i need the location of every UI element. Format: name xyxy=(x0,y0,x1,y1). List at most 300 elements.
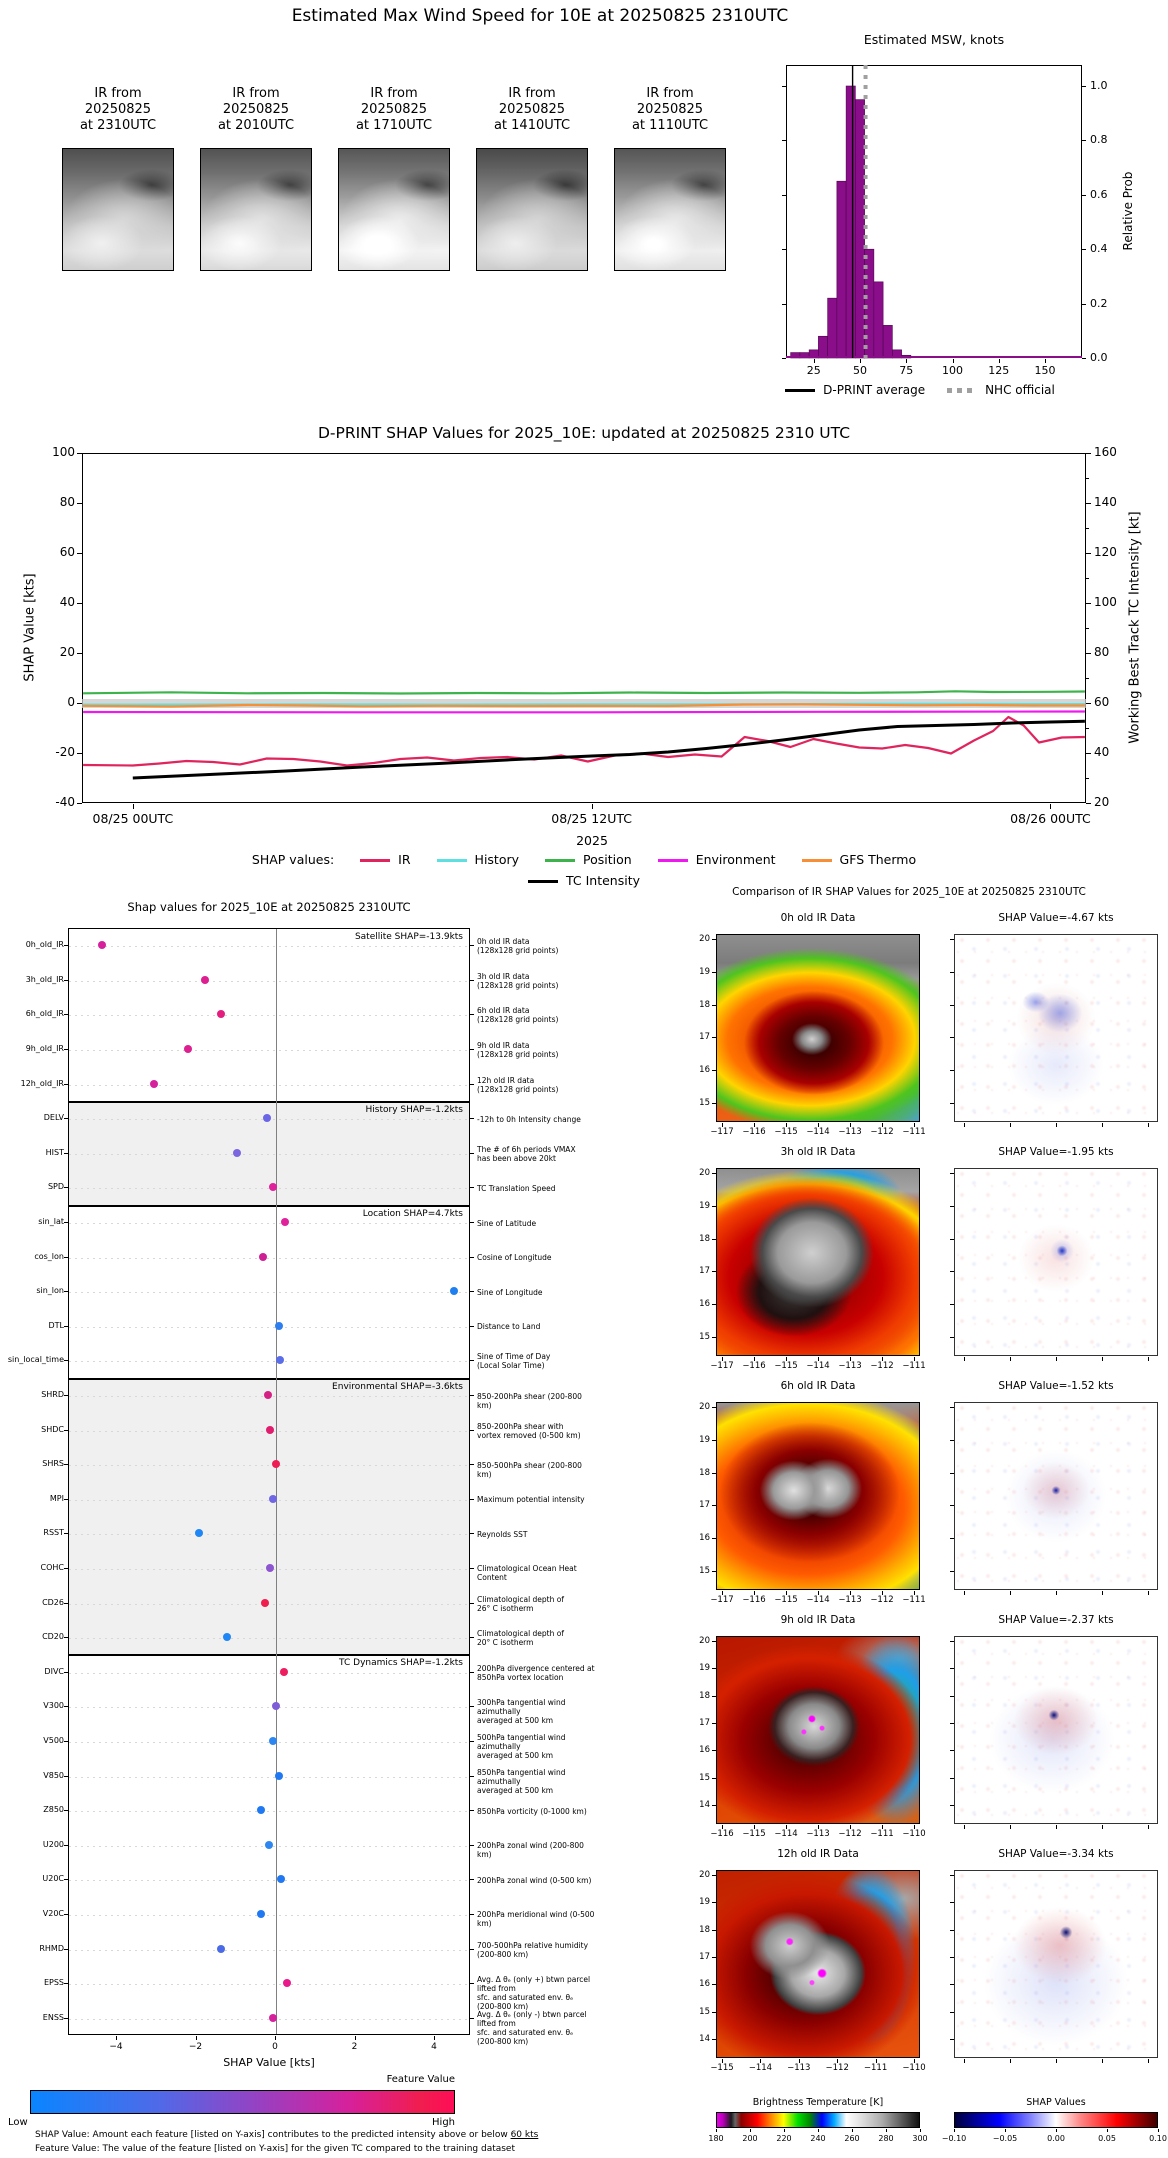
feature-row-label: U200 xyxy=(42,1839,64,1849)
axis-tick xyxy=(470,1914,474,1915)
axis-tick xyxy=(712,1473,716,1474)
longitude-tick-label: −112 xyxy=(838,1829,862,1839)
axis-tick xyxy=(950,972,954,973)
line-swatch-icon xyxy=(802,859,832,862)
axis-tick xyxy=(1082,304,1086,305)
timeseries-ylabel-right: Working Best Track TC Intensity [kt] xyxy=(1127,511,1143,744)
longitude-tick-label: −112 xyxy=(870,1361,894,1371)
feature-dot xyxy=(281,1218,289,1226)
row-gridline xyxy=(69,1534,469,1535)
row-gridline xyxy=(69,1777,469,1778)
dotplot-xtick-label: 2 xyxy=(351,2042,358,2052)
feature-value-high-label: High xyxy=(432,2117,455,2128)
axis-tick xyxy=(1010,1357,1011,1361)
axis-tick xyxy=(470,1291,474,1292)
ir-thumbnail-caption: IR from 20250825 at 2310UTC xyxy=(79,86,157,133)
axis-tick xyxy=(64,1153,68,1154)
group-annotation: Location SHAP=4.7kts xyxy=(362,1208,463,1219)
latitude-tick-label: 15 xyxy=(699,1098,710,1108)
axis-tick xyxy=(953,359,954,363)
row-gridline xyxy=(69,1673,469,1674)
axis-tick xyxy=(470,1153,474,1154)
ir-thumbnail-image xyxy=(338,148,450,271)
ir-data-image xyxy=(716,1168,920,1356)
longitude-tick-label: −110 xyxy=(902,2063,926,2073)
feature-description: Climatological depth of 20° C isotherm xyxy=(477,1629,564,1648)
feature-dot xyxy=(265,1841,273,1849)
axis-tick xyxy=(133,804,134,809)
axis-tick xyxy=(64,1741,68,1742)
longitude-tick-label: −117 xyxy=(710,1127,734,1137)
axis-tick xyxy=(64,1084,68,1085)
feature-dot xyxy=(150,1080,158,1088)
group-annotation: Environmental SHAP=-3.6kts xyxy=(332,1381,463,1392)
axis-tick xyxy=(470,1706,474,1707)
axis-tick xyxy=(950,1902,954,1903)
shap-colorbar-tick-label: 0.10 xyxy=(1149,2134,1167,2143)
ir-data-image xyxy=(716,934,920,1122)
feature-value-low-label: Low xyxy=(8,2117,28,2128)
bt-colorbar-title: Brightness Temperature [K] xyxy=(752,2097,884,2108)
ir-thumbnail-caption: IR from 20250825 at 1710UTC xyxy=(355,86,433,133)
axis-tick xyxy=(1086,453,1091,454)
feature-value-colorbar-title: Feature Value xyxy=(386,2074,455,2085)
axis-tick xyxy=(712,1070,716,1071)
feature-description: 850-200hPa shear with vortex removed (0-500 km) xyxy=(477,1421,581,1440)
feature-row-label: DIVC xyxy=(44,1666,64,1676)
msw-histogram-axes xyxy=(786,65,1082,358)
axis-tick xyxy=(77,603,82,604)
latitude-tick-label: 16 xyxy=(699,1299,710,1310)
latitude-tick-label: 17 xyxy=(699,1032,710,1043)
row-gridline xyxy=(69,1361,469,1362)
axis-tick xyxy=(1086,603,1091,604)
axis-tick xyxy=(712,1902,716,1903)
timeseries-ytick-right: 80 xyxy=(1094,645,1110,659)
feature-description: 850hPa vorticity (0-1000 km) xyxy=(477,1806,587,1816)
axis-tick xyxy=(782,304,786,305)
latitude-tick-label: 17 xyxy=(699,1718,710,1728)
axis-tick xyxy=(470,945,474,946)
axis-tick xyxy=(950,1750,954,1751)
axis-tick xyxy=(1102,1825,1103,1829)
axis-tick xyxy=(77,453,82,454)
axis-tick xyxy=(470,980,474,981)
axis-tick xyxy=(950,1505,954,1506)
longitude-tick-label: −114 xyxy=(806,1127,830,1137)
bt-colorbar-tick-label: 240 xyxy=(810,2134,826,2143)
axis-tick xyxy=(712,1875,716,1876)
axis-tick xyxy=(64,1360,68,1361)
timeseries-legend-item: TC Intensity xyxy=(528,873,640,888)
feature-row-label: CD20 xyxy=(42,1632,64,1642)
feature-description: Sine of Time of Day (Local Solar Time) xyxy=(477,1352,551,1371)
longitude-tick-label: −116 xyxy=(742,1361,766,1371)
shap-colorbar-title: SHAP Values xyxy=(1026,2097,1086,2108)
ir-thumbnail-image xyxy=(200,148,312,271)
longitude-tick-label: −111 xyxy=(902,1595,926,1605)
dotplot-xtick-label: 0 xyxy=(272,2042,278,2052)
axis-tick xyxy=(77,553,82,554)
feature-row-label: sin_lon xyxy=(36,1286,64,1296)
axis-tick xyxy=(712,972,716,973)
axis-tick xyxy=(470,1741,474,1742)
axis-tick xyxy=(64,980,68,981)
axis-tick xyxy=(64,1430,68,1431)
axis-tick xyxy=(470,1533,474,1534)
latitude-tick-label: 18 xyxy=(699,1467,710,1478)
timeseries-ylabel-left: SHAP Value [kts] xyxy=(22,573,38,682)
timeseries-ytick-left: 100 xyxy=(52,445,75,459)
axis-tick xyxy=(712,1337,716,1338)
axis-tick xyxy=(64,1672,68,1673)
axis-tick xyxy=(470,1257,474,1258)
axis-tick xyxy=(64,945,68,946)
axis-tick xyxy=(712,1173,716,1174)
histogram-xtick-label: 125 xyxy=(988,364,1010,377)
axis-tick xyxy=(950,1805,954,1806)
timeseries-ytick-right: 20 xyxy=(1094,795,1110,809)
axis-tick xyxy=(750,2129,751,2132)
latitude-tick-label: 19 xyxy=(699,1434,710,1445)
line-swatch-icon xyxy=(545,859,575,862)
axis-tick xyxy=(950,1206,954,1207)
feature-row-label: 3h_old_IR xyxy=(25,974,64,984)
feature-description: 700-500hPa relative humidity (200-800 km) xyxy=(477,1940,589,1959)
histogram-ytick-label: 0.4 xyxy=(1090,242,1108,256)
latitude-tick-label: 17 xyxy=(699,1952,710,1962)
row-gridline xyxy=(69,1915,469,1916)
timeseries-legend-item: Position xyxy=(545,852,632,867)
timeseries-title: D-PRINT SHAP Values for 2025_10E: updated at 20250825 2310 UTC xyxy=(317,424,851,442)
shap-map-image xyxy=(954,1870,1158,2058)
axis-tick xyxy=(964,2059,965,2063)
longitude-tick-label: −110 xyxy=(902,1829,926,1839)
axis-tick xyxy=(470,2018,474,2019)
ir-thumbnail-caption: IR from 20250825 at 1110UTC xyxy=(631,86,709,133)
timeseries-ytick-right: 140 xyxy=(1094,495,1117,509)
axis-tick xyxy=(1148,1591,1149,1595)
histogram-ylabel: Relative Prob xyxy=(1121,171,1135,251)
axis-tick xyxy=(470,1499,474,1500)
group-annotation: History SHAP=-1.2kts xyxy=(365,1104,463,1115)
feature-row-label: RHMD xyxy=(39,1943,64,1953)
feature-description: 9h old IR data (128x128 grid points) xyxy=(477,1041,559,1060)
latitude-tick-label: 20 xyxy=(699,1402,710,1412)
axis-tick xyxy=(950,1304,954,1305)
dotplot-xlabel: SHAP Value [kts] xyxy=(223,2056,315,2069)
row-gridline xyxy=(69,1638,469,1639)
ir-data-image xyxy=(716,1636,920,1824)
axis-tick xyxy=(1086,728,1089,729)
longitude-tick-label: −113 xyxy=(838,1127,862,1137)
feature-row-label: DELV xyxy=(43,1113,64,1123)
axis-tick xyxy=(712,1239,716,1240)
shap-map-image xyxy=(954,1636,1158,1824)
feature-dot xyxy=(269,2014,277,2022)
comparison-title: Comparison of IR SHAP Values for 2025_10E at 20250825 2310UTC xyxy=(732,886,1086,898)
axis-tick xyxy=(1056,1123,1057,1127)
axis-tick xyxy=(712,1641,716,1642)
axis-tick xyxy=(1086,703,1091,704)
axis-tick xyxy=(712,1778,716,1779)
feature-value-colorbar xyxy=(30,2090,455,2114)
axis-tick xyxy=(64,1257,68,1258)
feature-dot xyxy=(269,1495,277,1503)
histogram-ytick-label: 0.8 xyxy=(1090,133,1108,147)
axis-tick xyxy=(64,1845,68,1846)
axis-tick xyxy=(64,1014,68,1015)
timeseries-legend-prefix: SHAP values: xyxy=(251,852,335,867)
longitude-tick-label: −111 xyxy=(902,1361,926,1371)
axis-tick xyxy=(1082,358,1086,359)
bt-colorbar-tick-label: 180 xyxy=(708,2134,724,2143)
longitude-tick-label: −115 xyxy=(774,1595,798,1605)
feature-description: 200hPa divergence centered at 850hPa vortex location xyxy=(477,1663,595,1682)
timeseries-legend-item: Environment xyxy=(658,852,776,867)
latitude-tick-label: 16 xyxy=(699,1533,710,1544)
histogram-title: Estimated MSW, knots xyxy=(863,32,1005,47)
axis-tick xyxy=(1086,553,1091,554)
latitude-tick-label: 17 xyxy=(699,1266,710,1277)
axis-tick xyxy=(1005,2129,1006,2132)
axis-tick xyxy=(712,1984,716,1985)
longitude-tick-label: −113 xyxy=(838,1595,862,1605)
row-gridline xyxy=(69,1154,469,1155)
axis-tick xyxy=(782,249,786,250)
feature-row-label: EPSS xyxy=(43,1978,64,1988)
axis-tick xyxy=(1086,803,1091,804)
longitude-tick-label: −111 xyxy=(902,1127,926,1137)
axis-tick xyxy=(77,703,82,704)
longitude-tick-label: −111 xyxy=(863,2063,888,2073)
axis-tick xyxy=(1086,528,1089,529)
axis-tick xyxy=(950,1473,954,1474)
axis-tick xyxy=(470,1845,474,1846)
axis-tick xyxy=(1056,2129,1057,2132)
axis-tick xyxy=(470,1603,474,1604)
longitude-tick-label: −113 xyxy=(838,1361,862,1371)
axis-tick xyxy=(470,1810,474,1811)
timeseries-xtick-label: 08/26 00UTC xyxy=(1010,811,1091,826)
feature-dot xyxy=(272,1460,280,1468)
axis-tick xyxy=(782,140,786,141)
axis-tick xyxy=(355,2036,356,2040)
feature-dot xyxy=(217,1945,225,1953)
axis-tick xyxy=(470,1983,474,1984)
axis-tick xyxy=(64,1810,68,1811)
axis-tick xyxy=(1148,1123,1149,1127)
longitude-tick-label: −114 xyxy=(774,1829,798,1839)
feature-description: 6h old IR data (128x128 grid points) xyxy=(477,1006,559,1025)
axis-tick xyxy=(712,2012,716,2013)
longitude-tick-label: −117 xyxy=(710,1361,734,1371)
axis-tick xyxy=(64,1914,68,1915)
longitude-tick-label: −114 xyxy=(806,1595,830,1605)
axis-tick xyxy=(1056,1357,1057,1361)
feature-description: 300hPa tangential wind azimuthally averaged at 500 km xyxy=(477,1698,566,1726)
line-swatch-icon xyxy=(360,859,390,862)
axis-tick xyxy=(712,1723,716,1724)
axis-tick xyxy=(950,1930,954,1931)
axis-tick xyxy=(712,1957,716,1958)
latitude-tick-label: 17 xyxy=(699,1500,710,1511)
axis-tick xyxy=(712,1930,716,1931)
axis-tick xyxy=(470,1014,474,1015)
feature-row-label: SHDC xyxy=(41,1424,64,1434)
axis-tick xyxy=(470,1672,474,1673)
axis-tick xyxy=(950,1407,954,1408)
latitude-tick-label: 16 xyxy=(699,1745,710,1756)
axis-tick xyxy=(470,1360,474,1361)
row-gridline xyxy=(69,1050,469,1051)
axis-tick xyxy=(1010,1123,1011,1127)
axis-tick xyxy=(920,2129,921,2132)
axis-tick xyxy=(712,1440,716,1441)
axis-tick xyxy=(712,1037,716,1038)
axis-tick xyxy=(1102,1357,1103,1361)
feature-row-label: sin_lat xyxy=(38,1217,64,1227)
row-gridline xyxy=(69,1292,469,1293)
axis-tick xyxy=(1082,86,1086,87)
axis-tick xyxy=(64,1706,68,1707)
latitude-tick-label: 19 xyxy=(699,1200,710,1211)
latitude-tick-label: 14 xyxy=(699,2034,710,2044)
axis-tick xyxy=(1082,140,1086,141)
axis-tick xyxy=(784,2129,785,2132)
axis-tick xyxy=(950,1173,954,1174)
histogram-legend-item: D-PRINT average xyxy=(785,383,925,397)
feature-row-label: RSST xyxy=(43,1528,64,1538)
axis-tick xyxy=(1148,2059,1149,2063)
axis-tick xyxy=(950,1037,954,1038)
latitude-tick-label: 19 xyxy=(699,1663,710,1674)
feature-description: 200hPa zonal wind (0-500 km) xyxy=(477,1875,592,1885)
axis-tick xyxy=(906,359,907,363)
ir-thumbnail-caption: IR from 20250825 at 1410UTC xyxy=(493,86,571,133)
axis-tick xyxy=(434,2036,435,2040)
axis-tick xyxy=(782,195,786,196)
axis-tick xyxy=(712,1805,716,1806)
axis-tick xyxy=(1050,804,1051,809)
group-annotation: TC Dynamics SHAP=-1.2kts xyxy=(339,1658,463,1669)
axis-tick xyxy=(64,1118,68,1119)
axis-tick xyxy=(64,1464,68,1465)
timeseries-ytick-right: 60 xyxy=(1094,695,1110,709)
axis-tick xyxy=(64,1395,68,1396)
axis-tick xyxy=(1102,1591,1103,1595)
group-boundary-line xyxy=(69,1205,469,1207)
bt-colorbar-tick-label: 280 xyxy=(878,2134,894,2143)
axis-tick xyxy=(64,1291,68,1292)
feature-description: TC Translation Speed xyxy=(477,1183,556,1193)
longitude-tick-label: −115 xyxy=(774,1127,798,1137)
axis-tick xyxy=(950,1668,954,1669)
axis-tick xyxy=(1010,2059,1011,2063)
axis-tick xyxy=(64,1049,68,1050)
feature-dot xyxy=(264,1391,272,1399)
axis-tick xyxy=(712,939,716,940)
feature-dot xyxy=(184,1045,192,1053)
axis-tick xyxy=(950,1641,954,1642)
axis-tick xyxy=(950,1571,954,1572)
bt-colorbar-tick-label: 220 xyxy=(776,2134,792,2143)
histogram-legend xyxy=(690,383,1150,397)
histogram-ytick-label: 0.6 xyxy=(1090,187,1108,201)
shap-colorbar-tick-label: −0.05 xyxy=(992,2134,1018,2143)
feature-row-label: Z850 xyxy=(43,1805,64,1815)
feature-description: Sine of Longitude xyxy=(477,1287,543,1297)
feature-description: 200hPa zonal wind (200-800 km) xyxy=(477,1841,584,1860)
comparison-ir-title: 9h old IR Data xyxy=(780,1614,856,1626)
axis-tick xyxy=(64,1776,68,1777)
axis-tick xyxy=(950,1271,954,1272)
feature-description: 3h old IR data (128x128 grid points) xyxy=(477,971,559,990)
timeseries-ytick-left: -40 xyxy=(55,795,75,809)
axis-tick xyxy=(116,2036,117,2040)
axis-tick xyxy=(470,1568,474,1569)
row-gridline xyxy=(69,981,469,982)
feature-description: 0h old IR data (128x128 grid points) xyxy=(477,937,559,956)
axis-tick xyxy=(999,359,1000,363)
latitude-tick-label: 15 xyxy=(699,2006,710,2017)
axis-tick xyxy=(950,1875,954,1876)
zero-line xyxy=(276,929,277,2034)
comparison-ir-title: 12h old IR Data xyxy=(777,1848,859,1860)
longitude-tick-label: −115 xyxy=(742,1829,766,1839)
comparison-shap-title: SHAP Value=-4.67 kts xyxy=(998,912,1114,924)
comparison-ir-title: 0h old IR Data xyxy=(780,912,856,924)
axis-tick xyxy=(1148,1825,1149,1829)
shap-colorbar-tick-label: 0.00 xyxy=(1047,2134,1065,2143)
feature-description: 500hPa tangential wind azimuthally averaged at 500 km xyxy=(477,1732,566,1760)
row-gridline xyxy=(69,1327,469,1328)
axis-tick xyxy=(1148,1357,1149,1361)
feature-description: 850-500hPa shear (200-800 km) xyxy=(477,1460,582,1479)
ir-thumbnail-caption: IR from 20250825 at 2010UTC xyxy=(217,86,295,133)
timeseries-legend-item: IR xyxy=(360,852,410,867)
axis-tick xyxy=(1082,249,1086,250)
axis-tick xyxy=(470,1187,474,1188)
feature-dot xyxy=(257,1910,265,1918)
axis-tick xyxy=(470,1049,474,1050)
feature-dot xyxy=(266,1426,274,1434)
feature-row-label: MPI xyxy=(49,1493,64,1503)
axis-tick xyxy=(954,2129,955,2132)
axis-tick xyxy=(275,2036,276,2040)
axis-tick xyxy=(196,2036,197,2040)
dotplot-xtick-label: −4 xyxy=(109,2042,123,2052)
shap-map-image xyxy=(954,1168,1158,1356)
feature-description: Avg. Δ θₑ (only -) btwn parcel lifted from sfc. and saturated env. θₑ (200-800 km) xyxy=(477,2009,587,2046)
axis-tick xyxy=(64,1187,68,1188)
feature-row-label: 9h_old_IR xyxy=(25,1044,64,1054)
feature-description: Climatological depth of 26° C isotherm xyxy=(477,1594,564,1613)
feature-description: Avg. Δ θₑ (only +) btwn parcel lifted from sfc. and saturated env. θₑ (200-800 km) xyxy=(477,1975,591,2012)
comparison-shap-title: SHAP Value=-2.37 kts xyxy=(998,1614,1114,1626)
timeseries-ytick-right: 120 xyxy=(1094,545,1117,559)
ir-thumbnail-image xyxy=(476,148,588,271)
dotted-line-swatch-icon xyxy=(947,388,977,393)
axis-tick xyxy=(712,1750,716,1751)
group-shading xyxy=(69,1379,469,1656)
latitude-tick-label: 14 xyxy=(699,1800,710,1810)
axis-tick xyxy=(1086,478,1089,479)
axis-tick xyxy=(64,1983,68,1984)
axis-tick xyxy=(77,803,82,804)
latitude-tick-label: 20 xyxy=(699,934,710,944)
axis-tick xyxy=(64,1499,68,1500)
